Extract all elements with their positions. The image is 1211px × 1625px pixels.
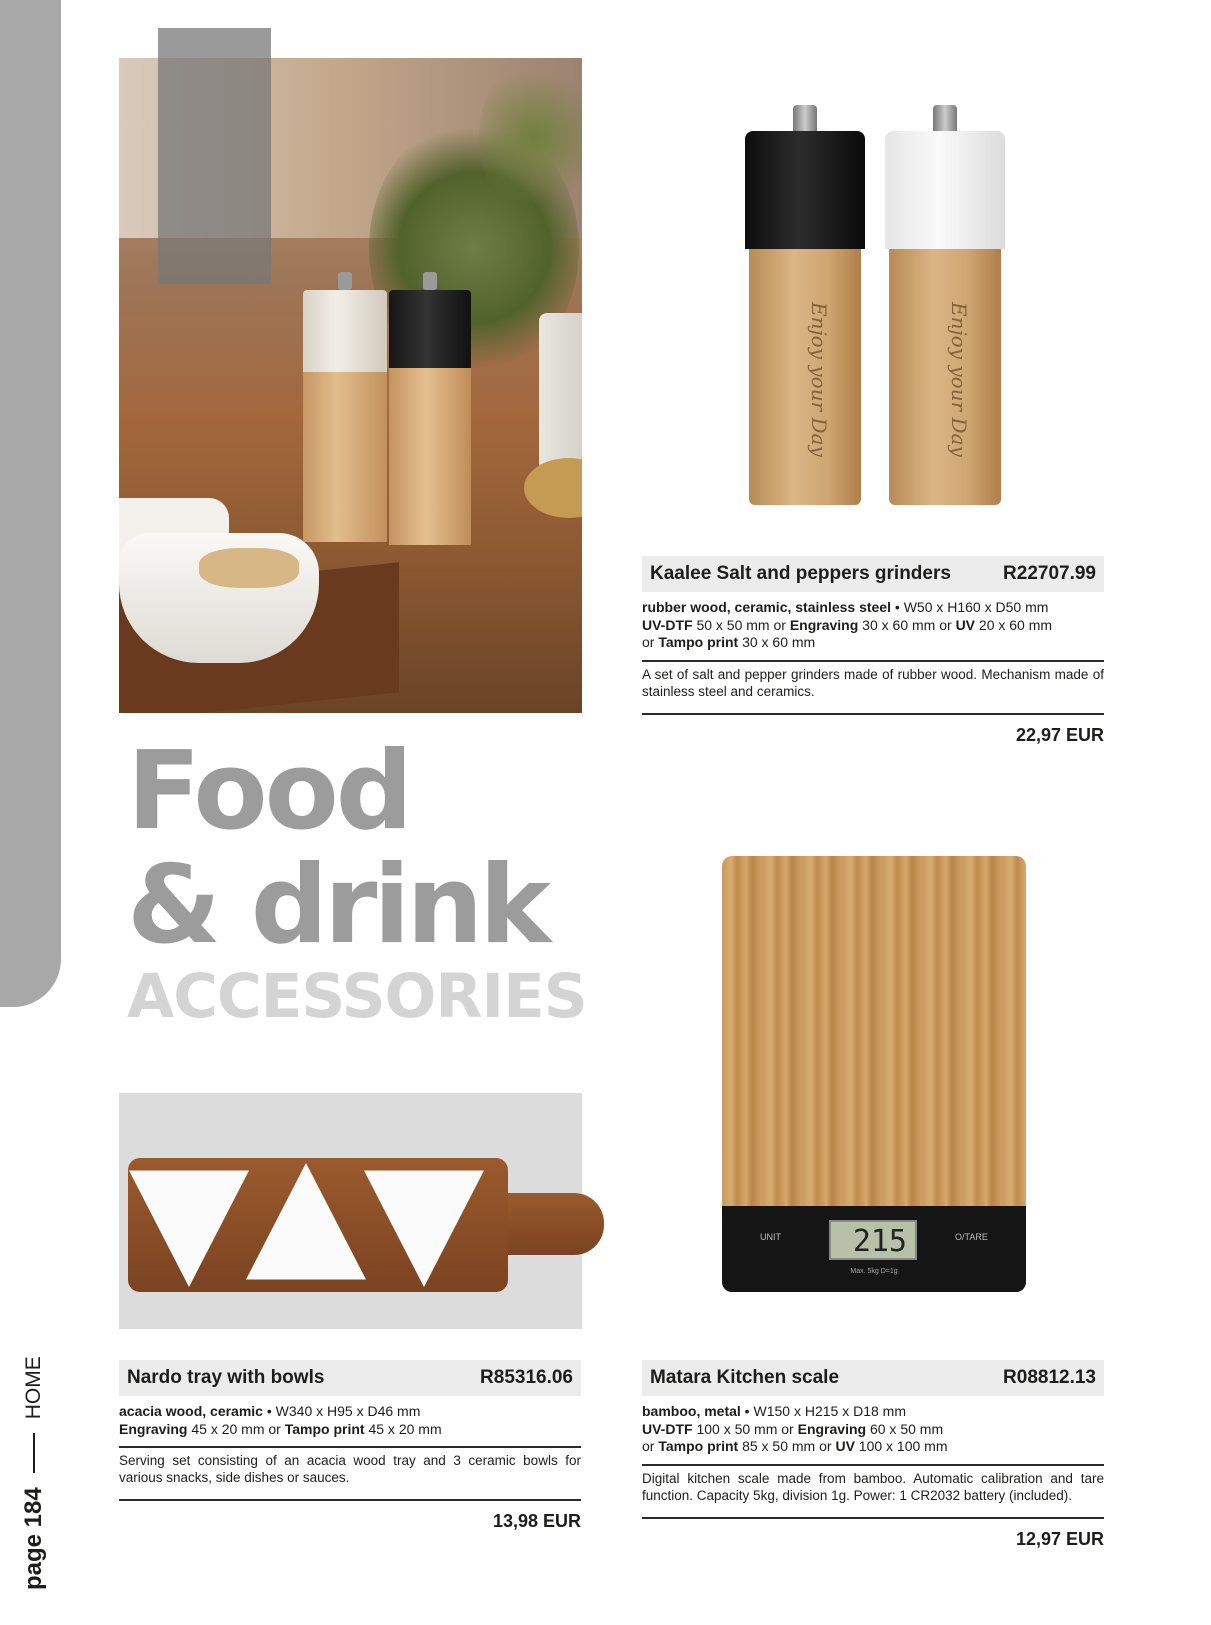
product-price: 22,97 EUR <box>1015 724 1104 745</box>
engraving-text: Enjoy your Day <box>807 301 831 457</box>
grinders-photo <box>700 60 1030 530</box>
material: acacia wood, ceramic <box>119 1403 263 1419</box>
scale-unit-label: UNIT <box>760 1232 781 1242</box>
product-price: 12,97 EUR <box>1015 1528 1104 1549</box>
product-description: A set of salt and pepper grinders made of rubber wood. Mechanism made of stainless steel and ceramics. <box>642 666 1104 699</box>
product-title: Nardo tray with bowls <box>127 1367 325 1388</box>
side-label <box>0 1310 90 1610</box>
product-title: Matara Kitchen scale <box>650 1367 840 1388</box>
kitchen-scale-photo <box>722 856 1026 1292</box>
product-title-bar <box>642 1360 1104 1396</box>
product-code: R08812.13 <box>1003 1367 1096 1388</box>
product-title-bar <box>642 556 1104 592</box>
scale-display: 215 <box>829 1220 917 1260</box>
product-code: R85316.06 <box>480 1367 573 1388</box>
material: rubber wood, ceramic, stainless steel <box>642 599 891 615</box>
tray-handle <box>500 1193 604 1255</box>
headline-accessories: ACCESSORIES <box>127 961 587 1032</box>
divider <box>642 1517 1104 1519</box>
hero-overlay-block <box>158 28 271 284</box>
headline-food: Food <box>127 729 411 854</box>
headline-drink: & drink <box>127 843 548 968</box>
product-title: Kaalee Salt and peppers grinders <box>650 563 951 584</box>
dimensions: W340 x H95 x D46 mm <box>275 1403 421 1419</box>
dimensions: W150 x H215 x D18 mm <box>753 1403 906 1419</box>
section-label: HOME <box>22 1356 45 1420</box>
material: bamboo, metal <box>642 1403 741 1419</box>
product-matara <box>642 1360 1104 1550</box>
product-nardo <box>119 1360 581 1532</box>
divider <box>33 1433 35 1473</box>
product-specs: acacia wood, ceramic • W340 x H95 x D46 mm Engraving 45 x 20 mm or Tampo print 45 x 20 mm <box>119 1403 442 1437</box>
engraving-text: Enjoy your Day <box>947 301 971 457</box>
product-description: Serving set consisting of an acacia wood tray and 3 ceramic bowls for various snacks, side dishes or sauces. <box>119 1453 581 1485</box>
dimensions: W50 x H160 x D50 mm <box>903 599 1049 615</box>
divider <box>642 713 1104 715</box>
product-code: R22707.99 <box>1003 563 1096 584</box>
product-description: Digital kitchen scale made from bamboo. Automatic calibration and tare function. Capacity 5kg, division 1g. Power: 1 CR2032 battery (included). <box>642 1470 1104 1503</box>
page-number: page 184 <box>20 1487 47 1590</box>
product-specs: rubber wood, ceramic, stainless steel • W50 x H160 x D50 mm UV-DTF 50 x 50 mm or Engraving 30 x 60 mm or UV 20 x 60 mm or Tampo print 30 x 60 mm <box>642 599 1053 650</box>
scale-capacity-label: Max. 5kg D=1g <box>850 1268 898 1275</box>
side-tab <box>0 0 61 1007</box>
product-specs: bamboo, metal • W150 x H215 x D18 mm UV-DTF 100 x 50 mm or Engraving 60 x 50 mm or Tampo print 85 x 50 mm or UV 100 x 100 mm <box>642 1403 948 1454</box>
scale-tare-label: O/TARE <box>955 1232 988 1242</box>
product-title-bar <box>119 1360 581 1396</box>
product-kaalee <box>642 556 1104 746</box>
divider <box>119 1499 581 1501</box>
product-price: 13,98 EUR <box>492 1511 581 1531</box>
